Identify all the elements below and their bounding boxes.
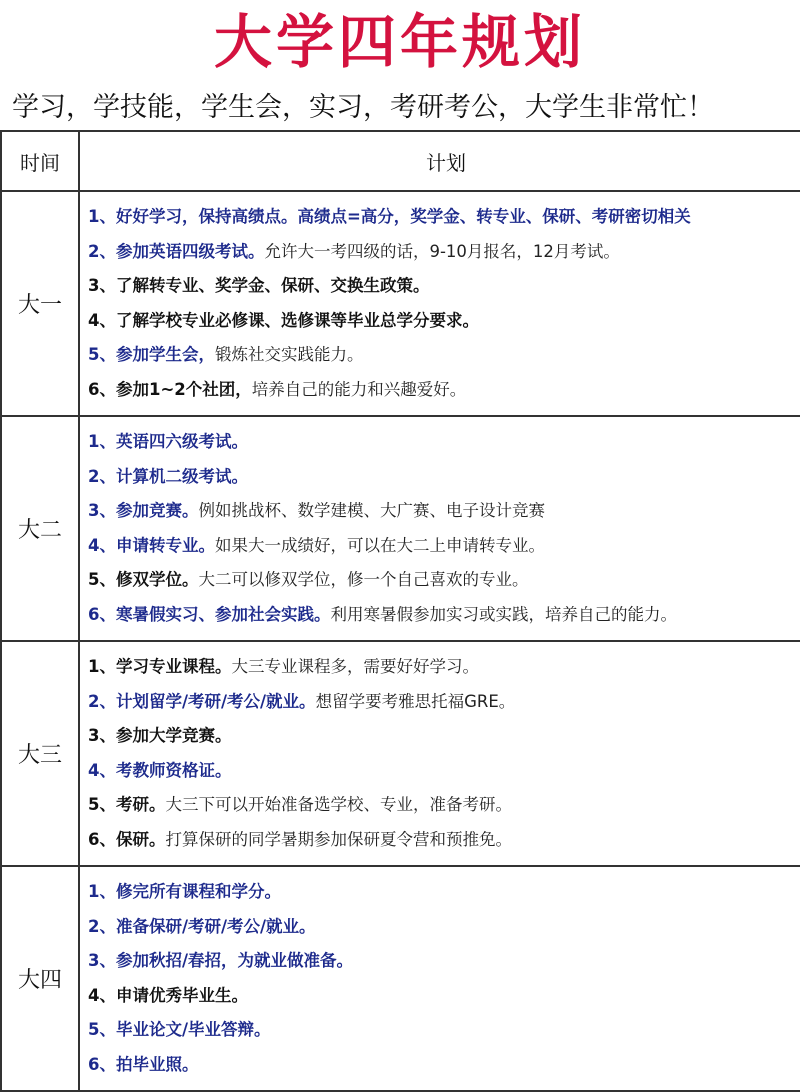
item-key: 3、了解转专业、奖学金、保研、交换生政策。: [88, 276, 430, 295]
header-plan: 计划: [79, 131, 800, 191]
list-item: [88, 529, 800, 564]
plan-cell: [79, 416, 800, 641]
list-item: [88, 1048, 800, 1083]
item-desc: 打算保研的同学暑期参加保研夏令营和预推免。: [165, 829, 512, 849]
item-key: 4、了解学校专业必修课、选修课等毕业总学分要求。: [88, 310, 479, 330]
list-item: [88, 979, 800, 1014]
plan-table: [0, 130, 800, 1092]
item-key: 5、修双学位。: [88, 570, 199, 589]
item-key: 4、申请转专业。: [88, 535, 215, 555]
list-item: [88, 460, 800, 495]
list-item: [88, 200, 800, 235]
item-key: 4、申请优秀毕业生。: [88, 985, 248, 1005]
item-key: 2、参加英语四级考试。: [88, 241, 265, 261]
item-key: 1、英语四六级考试。: [88, 432, 248, 451]
list-item: [88, 598, 800, 633]
table-row: [1, 641, 800, 866]
item-key: 6、参加1~2个社团，: [88, 379, 252, 399]
item-key: 1、好好学习，保持高绩点。高绩点=高分，奖学金、转专业、保研、考研密切相关: [88, 207, 691, 226]
item-key: 2、计划留学/考研/考公/就业。: [88, 691, 316, 711]
list-item: [88, 719, 800, 754]
list-item: [88, 788, 800, 823]
list-item: [88, 650, 800, 685]
list-item: [88, 235, 800, 270]
year-cell: 大一: [1, 191, 79, 416]
list-item: [88, 304, 800, 339]
item-key: 5、考研。: [88, 795, 166, 814]
list-item: [88, 944, 800, 979]
item-desc: 利用寒暑假参加实习或实践，培养自己的能力。: [330, 604, 677, 624]
page-subtitle: 学习，学技能，学生会，实习，考研考公，大学生非常忙！: [12, 92, 714, 123]
list-item: [88, 754, 800, 789]
item-desc: 大三下可以开始准备选学校、专业，准备考研。: [165, 795, 512, 814]
item-desc: 大三专业课程多，需要好好学习。: [231, 657, 479, 676]
list-item: [88, 875, 800, 910]
year-cell: 大三: [1, 641, 79, 866]
year-cell: 大二: [1, 416, 79, 641]
item-key: 3、参加大学竞赛。: [88, 726, 232, 745]
table-row: [1, 866, 800, 1091]
item-key: 5、参加学生会，: [88, 345, 215, 364]
item-desc: 允许大一考四级的话，9-10月报名，12月考试。: [264, 241, 620, 261]
list-item: [88, 269, 800, 304]
item-key: 2、计算机二级考试。: [88, 466, 248, 486]
list-item: [88, 823, 800, 858]
list-item: [88, 563, 800, 598]
item-desc: 培养自己的能力和兴趣爱好。: [251, 379, 467, 399]
list-item: [88, 494, 800, 529]
list-item: [88, 425, 800, 460]
header-time: 时间: [1, 131, 79, 191]
item-key: 6、保研。: [88, 829, 166, 849]
table-row: [1, 416, 800, 641]
item-desc: 如果大一成绩好，可以在大二上申请转专业。: [214, 535, 545, 555]
item-desc: 例如挑战杯、数学建模、大广赛、电子设计竞赛: [198, 501, 545, 520]
item-key: 6、寒暑假实习、参加社会实践。: [88, 604, 331, 624]
plan-cell: [79, 641, 800, 866]
item-key: 6、拍毕业照。: [88, 1054, 199, 1074]
list-item: [88, 685, 800, 720]
list-item: [88, 373, 800, 408]
item-desc: 锻炼社交实践能力。: [214, 345, 364, 364]
list-item: [88, 910, 800, 945]
plan-cell: [79, 866, 800, 1091]
item-key: 3、参加秋招/春招，为就业做准备。: [88, 951, 354, 970]
plan-cell: [79, 191, 800, 416]
item-desc: 想留学要考雅思托福GRE。: [315, 691, 516, 711]
list-item: [88, 1013, 800, 1048]
item-key: 5、毕业论文/毕业答辩。: [88, 1020, 271, 1039]
item-key: 4、考教师资格证。: [88, 760, 232, 780]
item-key: 1、修完所有课程和学分。: [88, 882, 281, 901]
page-title: 大学四年规划: [213, 8, 586, 76]
item-key: 1、学习专业课程。: [88, 657, 232, 676]
table-row: [1, 191, 800, 416]
year-cell: 大四: [1, 866, 79, 1091]
item-key: 2、准备保研/考研/考公/就业。: [88, 916, 316, 936]
item-desc: 大二可以修双学位，修一个自己喜欢的专业。: [198, 570, 529, 589]
list-item: [88, 338, 800, 373]
item-key: 3、参加竞赛。: [88, 501, 199, 520]
table-header-row: [1, 131, 800, 191]
